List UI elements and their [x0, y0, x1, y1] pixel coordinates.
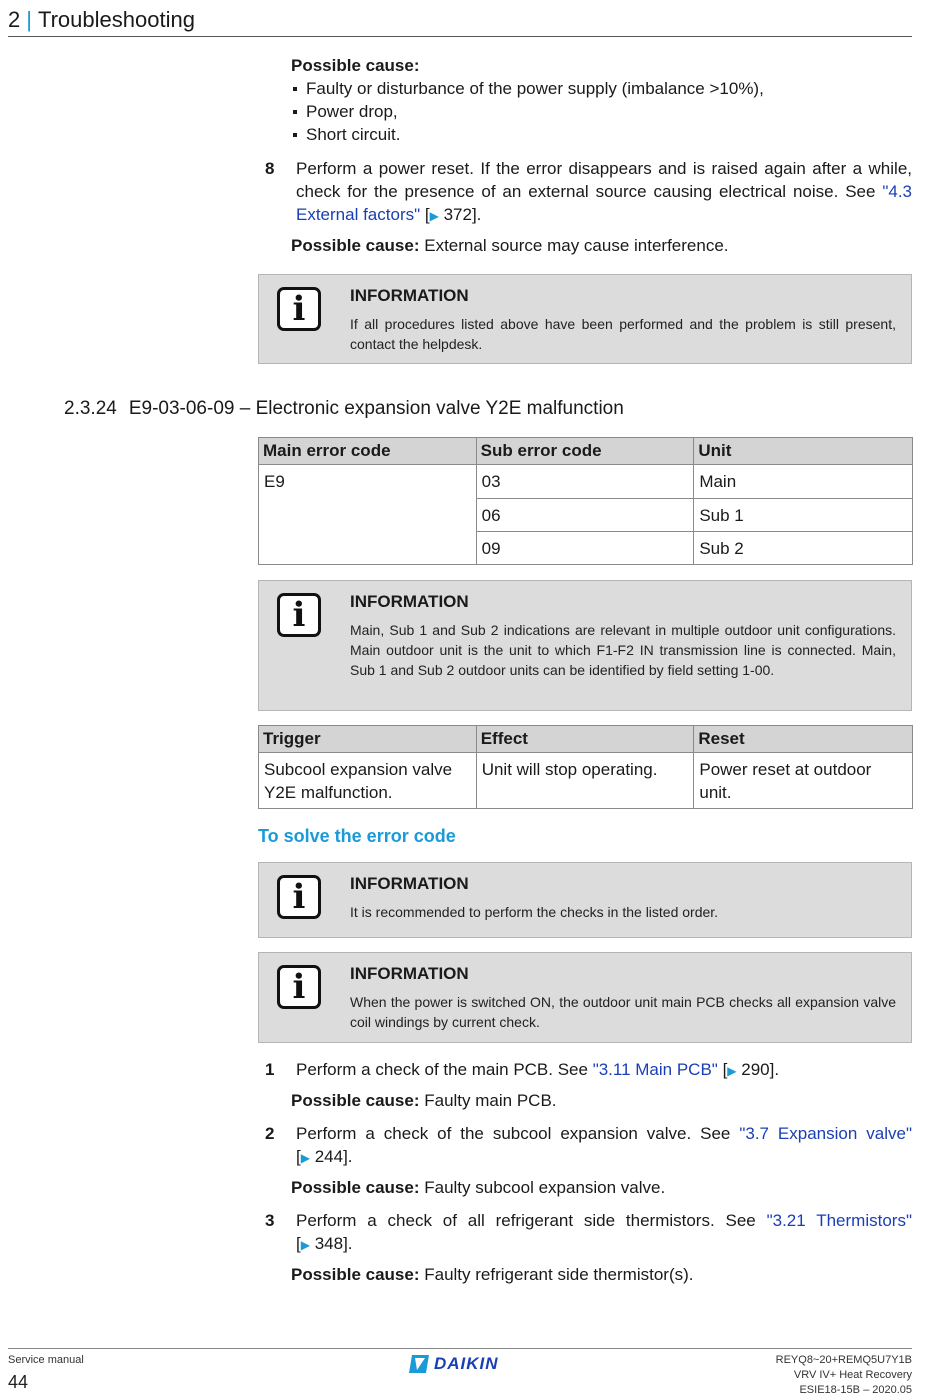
table-row: [259, 465, 913, 499]
bracket-open: [: [296, 1234, 301, 1253]
main-error-code-cell: E9: [259, 465, 477, 565]
column-header: Reset: [694, 726, 913, 753]
trigger-effect-reset-table: [258, 725, 913, 809]
section-heading: E9-03-06-09 – Electronic expansion valve Y2E malfunction: [128, 398, 624, 419]
unit-cell: Sub 2: [694, 532, 913, 565]
unit-cell: Main: [694, 465, 913, 499]
sub-error-code-cell: 03: [476, 465, 694, 499]
information-box: [258, 274, 912, 364]
brand-name: DAIKIN: [434, 1354, 499, 1373]
possible-cause-label: Possible cause:: [291, 56, 420, 75]
possible-cause-label: Possible cause:: [291, 236, 420, 255]
possible-cause-text: Faulty refrigerant side thermistor(s).: [419, 1265, 694, 1284]
footer-divider: [8, 1348, 912, 1349]
list-item: Short circuit.: [291, 123, 911, 146]
header-separator: |: [26, 7, 32, 32]
page-number: 44: [8, 1372, 29, 1392]
column-header: Trigger: [259, 726, 477, 753]
page-ref-link[interactable]: 372: [443, 205, 472, 224]
info-icon: i: [277, 965, 321, 1009]
possible-cause-text: Faulty main PCB.: [419, 1091, 557, 1110]
bracket-close: ].: [471, 205, 482, 224]
effect-cell: Unit will stop operating.: [476, 753, 694, 809]
possible-cause-label: Possible cause:: [291, 1178, 420, 1197]
thermistors-link[interactable]: "3.21 Thermistors": [766, 1211, 912, 1230]
sub-error-code-cell: 06: [476, 499, 694, 532]
document-type: Service manual: [8, 1354, 84, 1366]
sub-error-code-cell: 09: [476, 532, 694, 565]
possible-cause-text: External source may cause interference.: [419, 236, 729, 255]
step-text: [296, 157, 912, 228]
daikin-logo-icon: [408, 1354, 430, 1374]
document-info: [776, 1353, 912, 1398]
section-number: 2.3.24: [64, 398, 117, 419]
page-ref-link[interactable]: 290: [741, 1060, 770, 1079]
info-title: INFORMATION: [350, 874, 469, 893]
page-ref-link[interactable]: 244: [314, 1147, 344, 1166]
column-header: Main error code: [259, 438, 477, 465]
page-ref-arrow-icon: ▶: [300, 1151, 310, 1165]
possible-cause-label: Possible cause:: [291, 1091, 420, 1110]
column-header: Effect: [476, 726, 694, 753]
step-number: 3: [265, 1211, 275, 1230]
external-factors-link[interactable]: "4.3 External factors": [296, 182, 912, 224]
info-title: INFORMATION: [350, 592, 469, 611]
bracket-close: ].: [769, 1060, 780, 1079]
section-title: [64, 396, 624, 422]
table-row: [259, 753, 913, 809]
trigger-cell: Subcool expansion valve Y2E malfunction.: [259, 753, 477, 809]
info-title: INFORMATION: [350, 286, 469, 305]
info-icon: i: [277, 593, 321, 637]
possible-cause-text: Faulty subcool expansion valve.: [419, 1178, 666, 1197]
step-text: [296, 1209, 912, 1257]
main-pcb-link[interactable]: "3.11 Main PCB": [592, 1060, 718, 1079]
column-header: Sub error code: [476, 438, 694, 465]
list-item: Faulty or disturbance of the power supply (imbalance >10%),: [291, 77, 911, 100]
page-header: [8, 4, 912, 37]
table-header-row: [259, 726, 913, 753]
error-code-table: [258, 437, 913, 565]
page-ref-arrow-icon: ▶: [727, 1064, 737, 1078]
unit-cell: Sub 1: [694, 499, 913, 532]
step-number: 8: [265, 159, 275, 178]
possible-cause-line: [291, 234, 729, 257]
info-icon: i: [277, 287, 321, 331]
step-text-body: Perform a power reset. If the error disappears and is raised again after a while, check for the presence of an external source causing electrical noise. See: [296, 159, 912, 201]
info-text: It is recommended to perform the checks in the listed order.: [350, 904, 719, 920]
model-range: REYQ8~20+REMQ5U7Y1B: [775, 1354, 912, 1366]
info-text: When the power is switched ON, the outdoor unit main PCB checks all expansion valve coil windings by current check.: [350, 994, 896, 1030]
daikin-logo: [408, 1353, 499, 1375]
step-text-body: Perform a check of the main PCB. See: [296, 1060, 593, 1079]
bracket-close: ].: [343, 1234, 353, 1253]
information-box: [258, 862, 912, 938]
info-text: If all procedures listed above have been performed and the problem is still present, contact the helpdesk.: [350, 316, 896, 352]
chapter-number: 2: [8, 7, 21, 32]
info-text: Main, Sub 1 and Sub 2 indications are relevant in multiple outdoor unit configurations. Main outdoor unit is the unit to which F1-F2 IN transmission line is connected. Main, Sub 1 and Sub 2 outdoor units can be identified by field setting 1-00.: [350, 622, 896, 678]
column-header: Unit: [694, 438, 913, 465]
list-item: Power drop,: [291, 100, 911, 123]
expansion-valve-link[interactable]: "3.7 Expansion valve": [739, 1124, 912, 1143]
possible-cause-label: Possible cause:: [291, 1265, 420, 1284]
page-ref-arrow-icon: ▶: [429, 209, 439, 223]
information-box: [258, 952, 912, 1043]
product-name: VRV IV+ Heat Recovery: [793, 1369, 912, 1381]
information-box: [258, 580, 912, 711]
reset-cell: Power reset at outdoor unit.: [694, 753, 913, 809]
possible-cause-line: [291, 1263, 693, 1286]
step-text: [296, 1122, 912, 1170]
possible-cause-line: [291, 1176, 665, 1199]
table-header-row: [259, 438, 913, 465]
chapter-title: Troubleshooting: [37, 7, 195, 32]
solve-error-subheading: To solve the error code: [258, 826, 456, 846]
bracket-close: ].: [343, 1147, 353, 1166]
possible-cause-list: [291, 77, 911, 146]
step-text-body: Perform a check of all refrigerant side thermistors. See: [296, 1211, 767, 1230]
step-text-body: Perform a check of the subcool expansion valve. See: [296, 1124, 740, 1143]
bracket-open: [: [717, 1060, 728, 1079]
bracket-open: [: [420, 205, 430, 224]
step-number: 1: [265, 1060, 275, 1079]
step-text: [296, 1058, 912, 1083]
document-id: ESIE18-15B – 2020.05: [799, 1384, 912, 1396]
page-ref-link[interactable]: 348: [314, 1234, 344, 1253]
info-title: INFORMATION: [350, 964, 469, 983]
info-icon: i: [277, 875, 321, 919]
possible-cause-line: [291, 1089, 557, 1112]
bracket-open: [: [296, 1147, 301, 1166]
step-number: 2: [265, 1124, 275, 1143]
page-ref-arrow-icon: ▶: [300, 1238, 310, 1252]
